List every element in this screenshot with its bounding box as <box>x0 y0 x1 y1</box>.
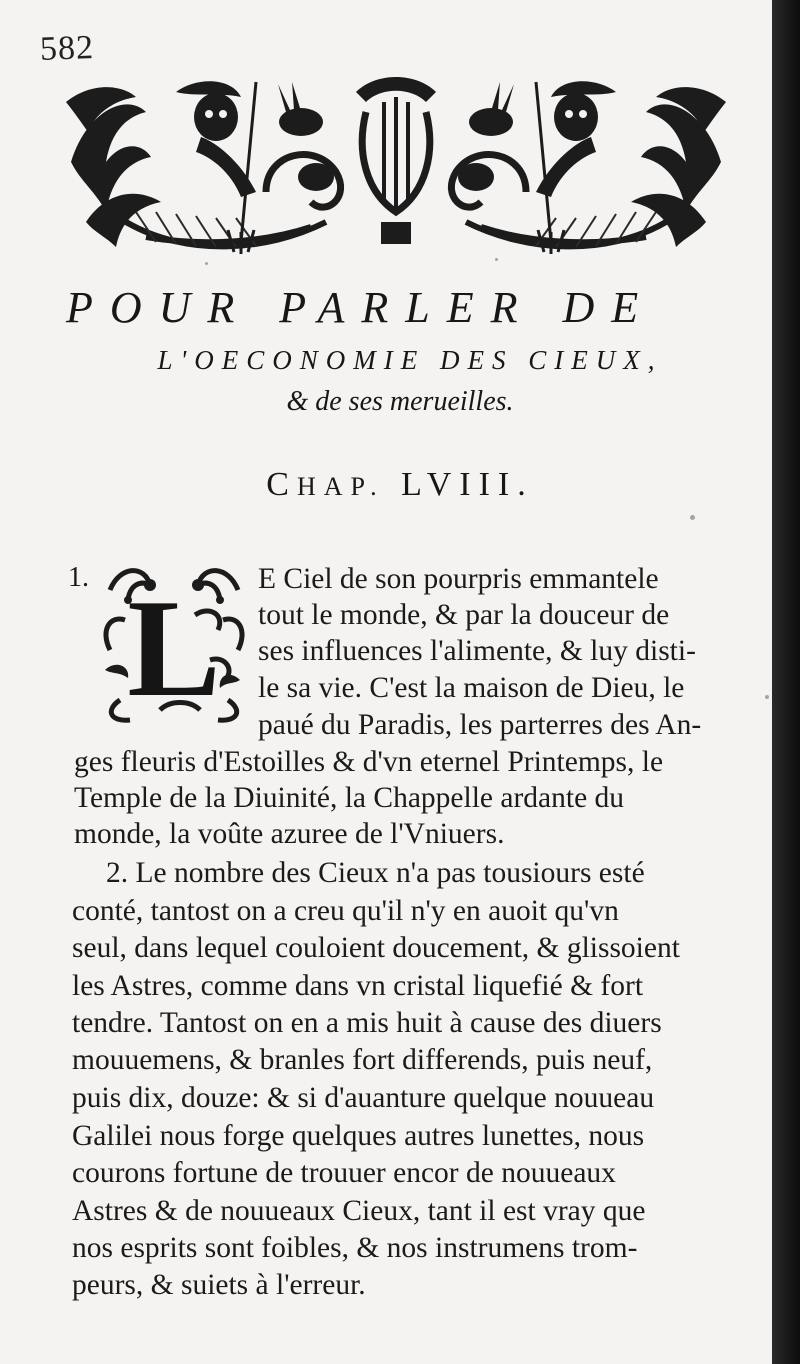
body-line: ses influences l'alimente, & luy disti- <box>258 635 696 667</box>
title-line-1: POUR PARLER DE <box>66 283 656 332</box>
body-line: peurs, & suiets à l'erreur. <box>72 1269 366 1301</box>
decorated-drop-cap <box>100 560 248 725</box>
body-line: mouuemens, & branles fort differends, puis neuf, <box>72 1044 653 1076</box>
chapter-numeral: LVIII. <box>401 466 534 503</box>
body-line: seul, dans lequel couloient doucement, & glissoient <box>72 932 680 964</box>
title-line-3: & de ses merueilles. <box>286 386 514 417</box>
paper-speck <box>495 258 498 261</box>
body-line: Galilei nous forge quelques autres lunettes, nous <box>72 1120 645 1152</box>
body-line: Astres & de nouueaux Cieux, tant il est vray que <box>72 1195 646 1227</box>
chapter-label-initial: C <box>266 466 297 503</box>
paragraph-number-1: 1. <box>68 562 89 593</box>
body-line: courons fortune de trouuer encor de nouueaux <box>72 1157 616 1189</box>
body-line: puis dix, douze: & si d'auanture quelque nouueau <box>72 1082 655 1114</box>
body-line: Temple de la Diuinité, la Chappelle ardante du <box>74 782 625 814</box>
body-line: nos esprits sont foibles, & nos instrumens trom- <box>72 1232 638 1264</box>
body-line: paué du Paradis, les parterres des An- <box>258 709 702 741</box>
body-line: conté, tantost on a creu qu'il n'y en auoit qu'vn <box>72 895 619 927</box>
chapter-heading <box>180 466 620 504</box>
body-line: tout le monde, & par la douceur de <box>258 599 670 631</box>
page-number: 582 <box>39 29 95 68</box>
body-line: monde, la voûte azuree de l'Vniuers. <box>74 818 505 850</box>
paper-speck <box>205 262 208 265</box>
drop-cap-letter: L <box>127 571 221 725</box>
paper-speck <box>690 515 695 520</box>
woodcut-headpiece-ornament <box>66 72 726 257</box>
body-line: les Astres, comme dans vn cristal liquefié & fort <box>72 970 644 1002</box>
body-line: le sa vie. C'est la maison de Dieu, le <box>258 672 685 704</box>
body-line: tendre. Tantost on en a mis huit à cause des diuers <box>72 1007 662 1039</box>
chapter-label-rest: HAP. <box>296 472 385 501</box>
body-line: ges fleuris d'Estoilles & d'vn eternel Printemps, le <box>74 746 664 778</box>
title-line-2: L'OECONOMIE DES CIEUX, <box>157 345 663 375</box>
paper-speck <box>765 695 769 699</box>
body-line: 2. Le nombre des Cieux n'a pas tousiours esté <box>106 857 645 889</box>
page-edge-shadow <box>772 0 800 1364</box>
body-line: E Ciel de son pourpris emmantele <box>258 563 659 595</box>
